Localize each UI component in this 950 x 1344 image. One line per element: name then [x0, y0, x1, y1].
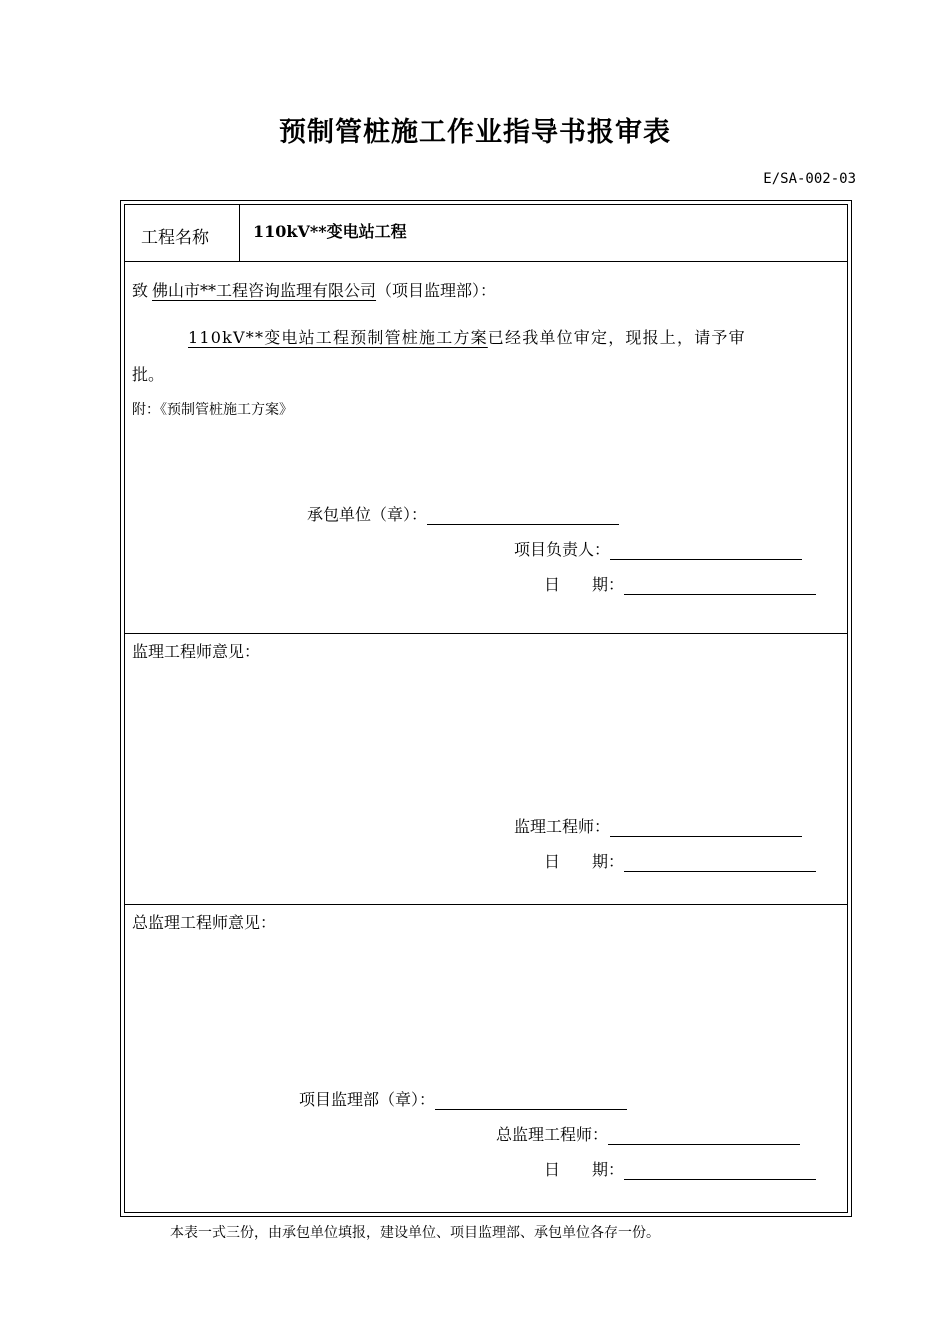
chief-dept-signature-line — [435, 1093, 627, 1110]
contractor-signature-line — [427, 508, 619, 525]
chief-dept-label: 项目监理部（章）： — [299, 1090, 436, 1109]
chief-engineer-label: 总监理工程师： — [496, 1125, 609, 1144]
recipient-suffix: （项目监理部）： — [376, 281, 497, 300]
plan-name: 110kV**变电站工程预制管桩施工方案 — [188, 328, 488, 347]
chief-dept-signature-row — [299, 1087, 627, 1110]
submission-body-line1 — [188, 325, 746, 348]
submission-body-line2: 批。 — [132, 365, 165, 384]
project-name-label: 工程名称 — [141, 228, 209, 248]
supervisor-date-label: 日 期： — [544, 852, 625, 871]
supervisor-date-line — [624, 855, 816, 872]
contractor-signature-row — [307, 502, 619, 525]
divider-project-label — [239, 205, 240, 261]
supervisor-opinion-label: 监理工程师意见： — [132, 642, 261, 661]
submission-date-line — [624, 578, 816, 595]
manager-signature-row — [514, 537, 802, 560]
attachment-note: 附：《预制管桩施工方案》 — [132, 402, 293, 418]
manager-label: 项目负责人： — [514, 540, 611, 559]
project-name-value: 110kV**变电站工程 — [253, 222, 407, 241]
contractor-label: 承包单位（章）： — [307, 505, 428, 524]
form-table — [120, 200, 852, 1217]
divider-submission-section — [125, 633, 847, 634]
chief-date-line — [624, 1163, 816, 1180]
chief-opinion-label: 总监理工程师意见： — [132, 913, 277, 932]
page-title: 预制管桩施工作业指导书报审表 — [279, 117, 671, 148]
chief-engineer-signature-row — [496, 1122, 800, 1145]
divider-project-row — [125, 261, 847, 262]
supervisor-signature-row — [514, 814, 802, 837]
submission-date-label: 日 期： — [544, 575, 625, 594]
footer-note: 本表一式三份，由承包单位填报，建设单位、项目监理部、承包单位各存一份。 — [170, 1225, 660, 1241]
divider-supervisor-section — [125, 904, 847, 905]
chief-engineer-signature-line — [608, 1128, 800, 1145]
manager-signature-line — [610, 543, 802, 560]
supervisor-signature-line — [610, 820, 802, 837]
submission-body-rest: 已经我单位审定，现报上，请予审 — [487, 328, 746, 347]
form-code: E/SA-002-03 — [763, 171, 856, 187]
supervisor-date-row — [544, 849, 816, 872]
form-table-inner — [124, 204, 848, 1213]
chief-date-label: 日 期： — [544, 1160, 625, 1179]
to-prefix: 致 — [132, 281, 149, 300]
recipient-line — [132, 278, 496, 301]
supervisor-engineer-label: 监理工程师： — [514, 817, 611, 836]
submission-date-row — [544, 572, 816, 595]
recipient-name: 佛山市**工程咨询监理有限公司 — [152, 281, 377, 300]
chief-date-row — [544, 1157, 816, 1180]
